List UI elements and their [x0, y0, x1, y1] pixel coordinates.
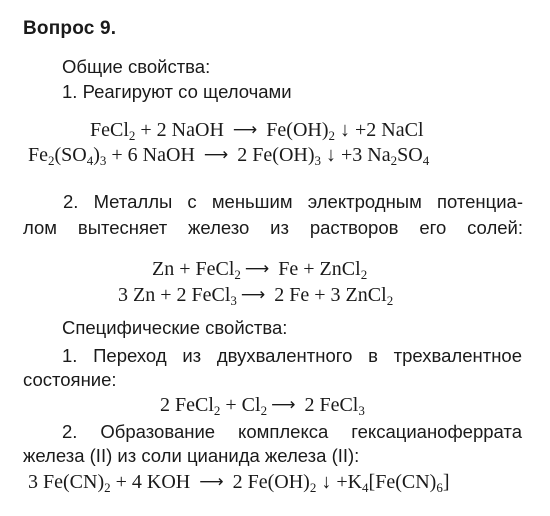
reaction-arrow-icon: ⟶: [240, 285, 266, 305]
specific-item-2-line-2: железа (II) из соли цианида железа (II):: [23, 445, 360, 466]
specific-item-2-line-1: 2. Образование комплекса гексацианоферрата: [62, 421, 522, 442]
general-item-2-line-2: лом вытесняет железо из растворов его солей:: [23, 217, 523, 238]
equation-6: 3 $Fe(CN)_2 + 4$ KOH ⟶ 2 $Fe(OH)_2$ ↓ $+K_4[Fe(CN)_6]$: [28, 471, 450, 495]
specific-properties-title: Специфические свойства:: [62, 317, 288, 338]
general-item-2-line-1: 2. Металлы с меньшим электродным потенциа-: [63, 191, 523, 212]
reaction-arrow-icon: ⟶: [203, 145, 229, 165]
question-heading: Вопрос 9.: [23, 18, 117, 39]
reaction-arrow-icon: ⟶: [271, 395, 296, 415]
equation-5: 2 FeCl$_2$ + $Cl_2$ ⟶ 2 FeCl$_3$: [160, 394, 365, 418]
equation-3: Zn + FeCl$_2$ ⟶ Fe + ZnCl$_2$: [152, 258, 368, 282]
reaction-arrow-icon: ⟶: [232, 120, 258, 140]
reaction-arrow-icon: ⟶: [244, 259, 270, 279]
reaction-arrow-icon: ⟶: [199, 472, 224, 492]
general-properties-title: Общие свойства:: [62, 56, 211, 77]
specific-item-1-line-2: состояние:: [23, 369, 117, 390]
equation-2: $Fe_2(SO_4)_3 + 6$ NaOH ⟶ 2 $Fe(OH)_3$ ↓ +3 $Na_2SO_4$: [28, 144, 430, 168]
general-item-1: 1. Реагируют со щелочами: [62, 81, 292, 102]
equation-1: FeCl$_2$ + 2 NaOH ⟶ $Fe(OH)_2$ ↓ +2 NaCl: [90, 119, 424, 143]
specific-item-1-line-1: 1. Переход из двухвалентного в трехвалентное: [62, 345, 522, 366]
equation-4: 3 Zn + 2 FeCl$_3$ ⟶ 2 Fe + 3 ZnCl$_2$: [118, 284, 394, 308]
